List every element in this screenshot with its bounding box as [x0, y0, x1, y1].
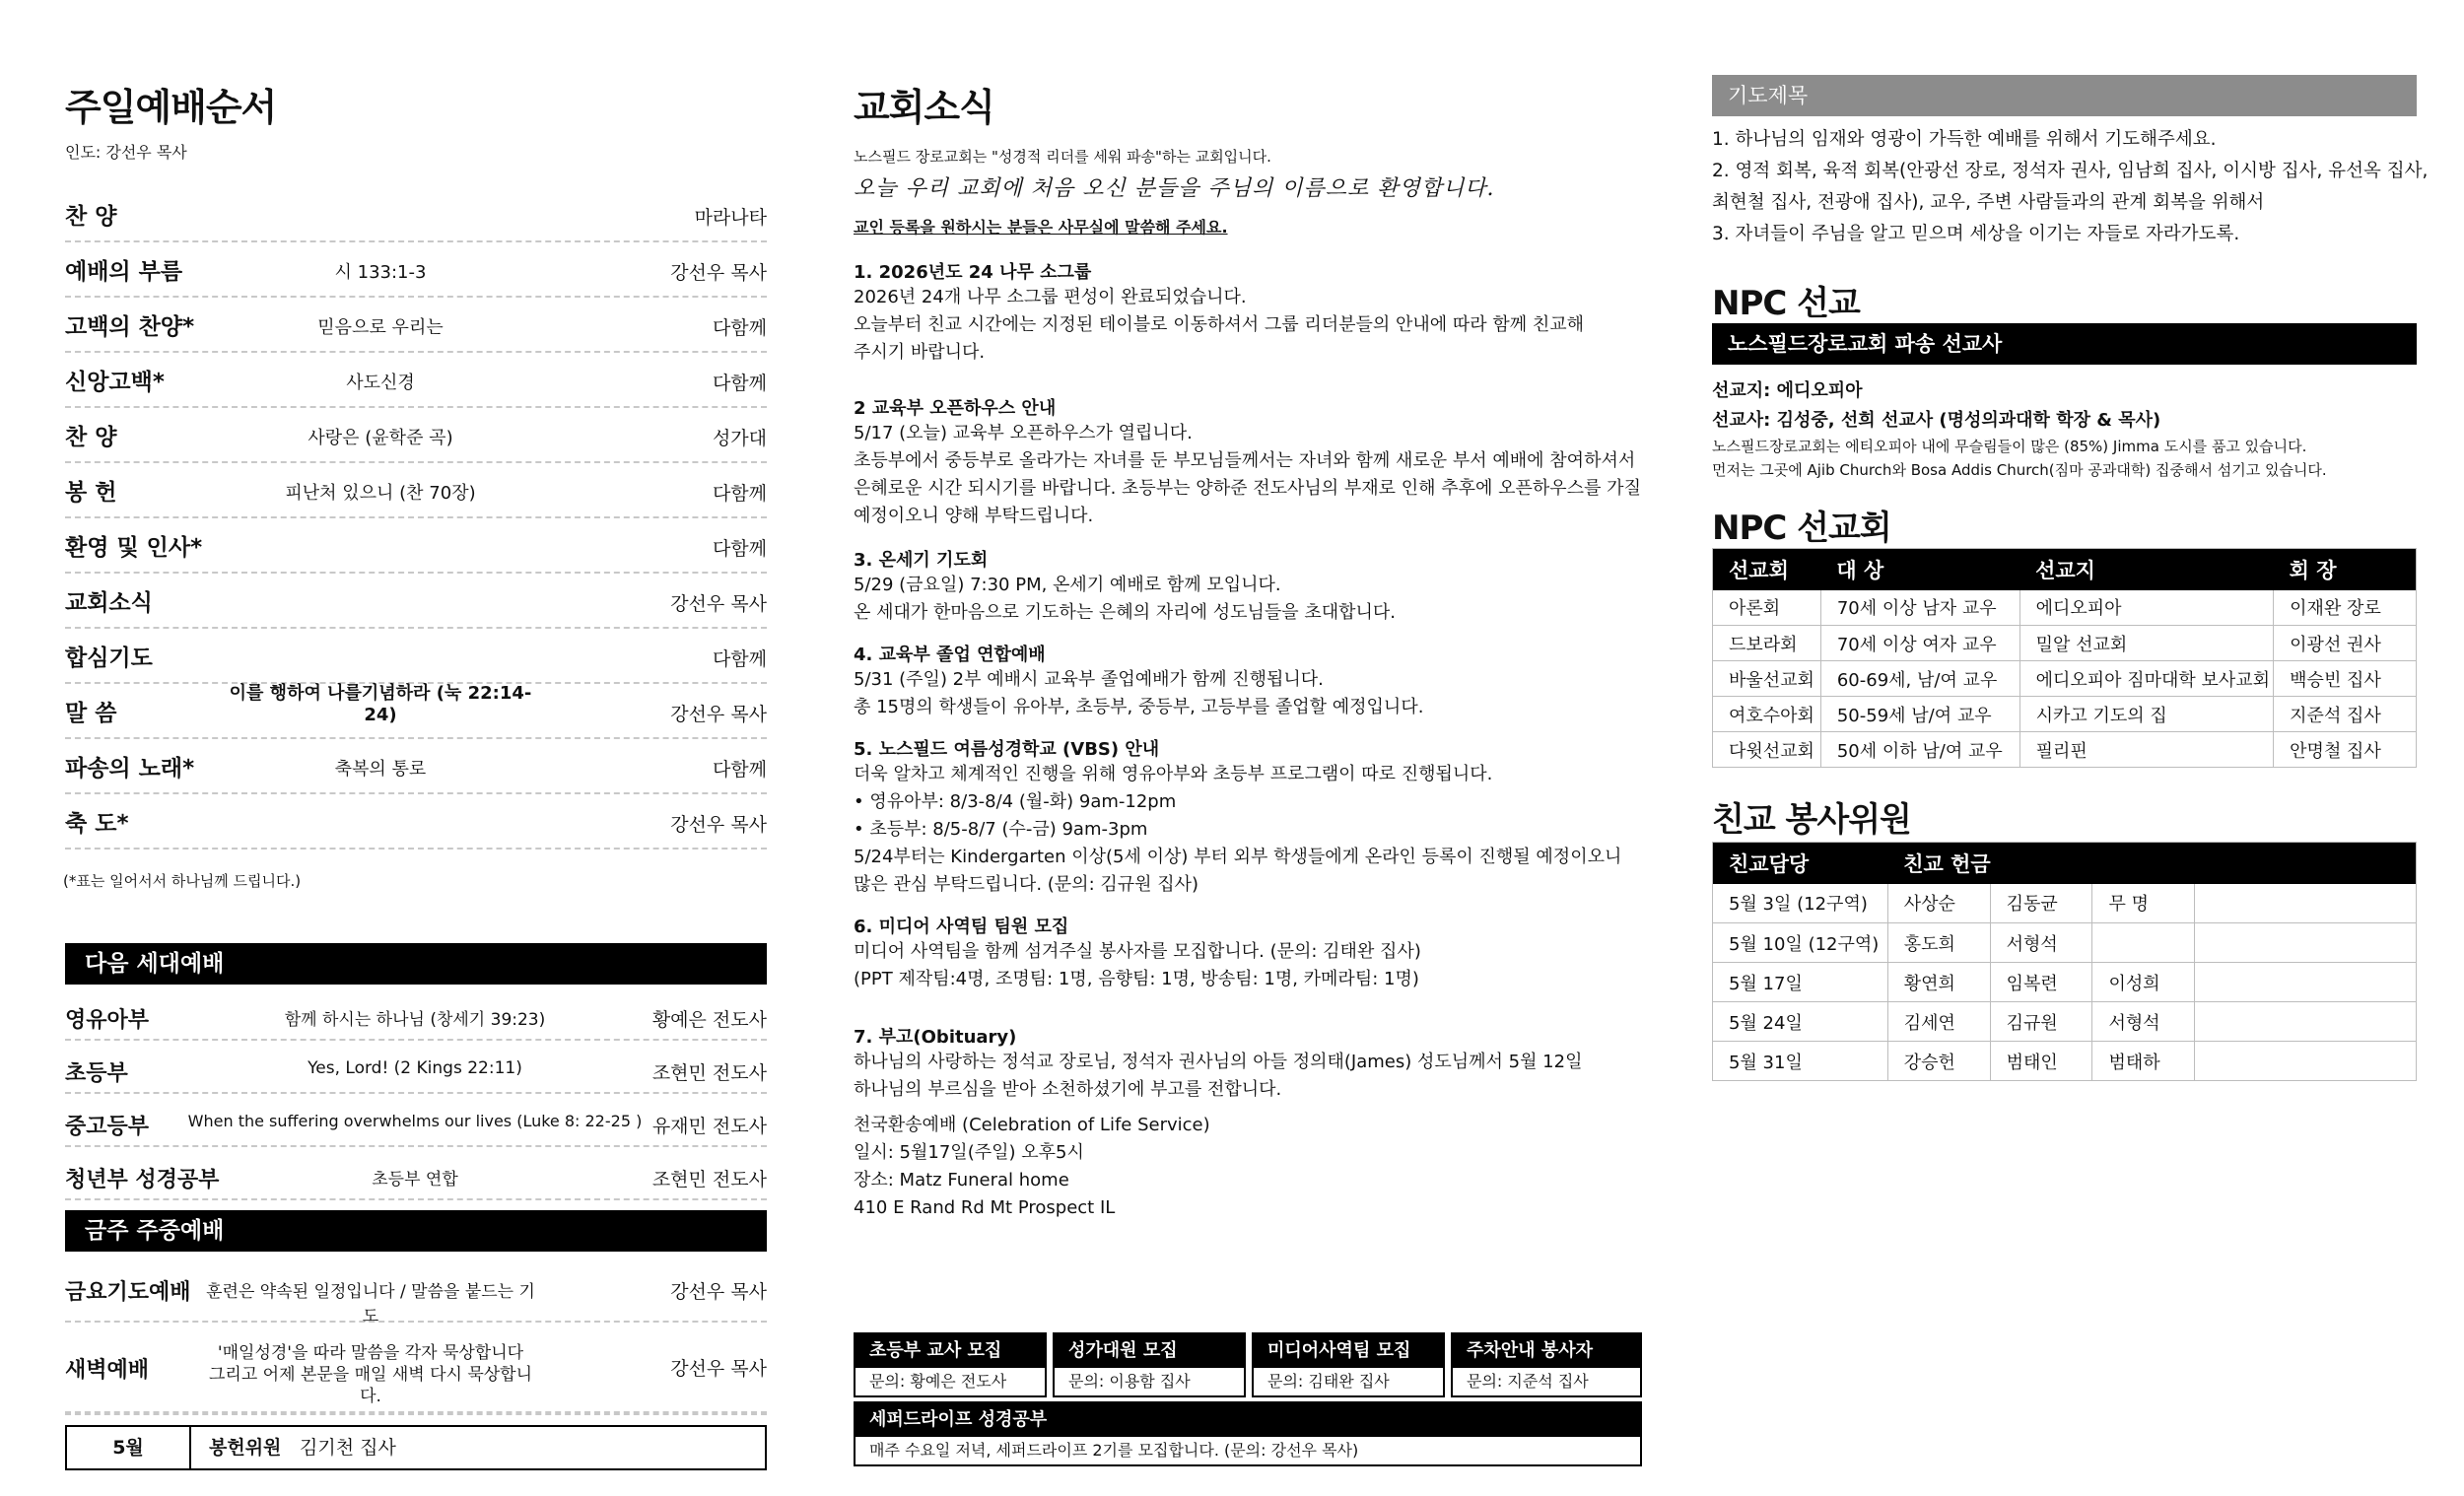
- order-item-leader: 강선우 목사: [670, 262, 767, 284]
- table-header: 친교담당: [1713, 843, 1888, 884]
- news-item-line: • 영유아부: 8/3-8/4 (월-화) 9am-12pm: [854, 791, 1177, 812]
- table-cell: [2195, 884, 2417, 923]
- news-item-line: 오늘부터 친교 시간에는 지정된 테이블로 이동하셔서 그룹 리더분들의 안내에 따라 함께 친교해: [854, 314, 1585, 335]
- table-cell: 바울선교회: [1713, 661, 1821, 697]
- table-cell: [2092, 923, 2195, 963]
- news-item-line: 더욱 알차고 체계적인 진행을 위해 영유아부와 초등부 프로그램이 따로 진행됩니다.: [854, 764, 1493, 784]
- next-gen-title: 함께 하시는 하나님 (창세기 39:23): [284, 1010, 546, 1030]
- table-cell: 서형석: [1990, 923, 2092, 963]
- next-gen-name: 중고등부: [65, 1115, 150, 1139]
- table-row: [1713, 1002, 2417, 1042]
- obituary-detail-line: 장소: Matz Funeral home: [854, 1170, 1069, 1190]
- npc-groups-header: [1713, 549, 2417, 590]
- order-item-name: 파송의 노래*: [65, 756, 195, 782]
- recruit-contact: 문의: 지준석 집사: [1467, 1372, 1589, 1391]
- table-cell: 김규원: [1990, 1002, 2092, 1042]
- table-cell: 드보라회: [1713, 626, 1821, 661]
- table-cell: 70세 이상 남자 교우: [1820, 590, 2019, 626]
- table-row: [1713, 626, 2417, 661]
- table-cell: 김세연: [1887, 1002, 1990, 1042]
- news-item-body: [854, 284, 1584, 367]
- table-cell: 50세 이하 남/여 교우: [1820, 732, 2019, 768]
- order-item-leader: 강선우 목사: [670, 814, 767, 836]
- missionary: 선교사: 김성중, 선희 선교사 (명성의과대학 학장 & 목사): [1712, 410, 2161, 431]
- table-cell: 여호수아회: [1713, 697, 1821, 732]
- news-item-title: 1. 2026년도 24 나무 소그룹: [854, 262, 1092, 283]
- news-item-title: 7. 부고(Obituary): [854, 1027, 1017, 1048]
- table-cell: 다윗선교회: [1713, 732, 1821, 768]
- next-gen-row: [65, 1041, 767, 1094]
- table-cell: 황연희: [1887, 963, 1990, 1002]
- table-cell: [2195, 923, 2417, 963]
- order-item-name: 환영 및 인사*: [65, 535, 203, 561]
- next-gen-row: [65, 1094, 767, 1147]
- table-cell: 김동균: [1990, 884, 2092, 923]
- table-cell: 안명철 집사: [2274, 732, 2417, 768]
- worship-order-title: 주일예배순서: [65, 86, 277, 129]
- next-gen-title: 다음 세대예배: [65, 943, 767, 985]
- order-item-name: 예배의 부름: [65, 259, 183, 285]
- table-cell: 지준석 집사: [2274, 697, 2417, 732]
- next-gen-title: Yes, Lord! (2 Kings 22:11): [308, 1058, 522, 1078]
- order-item-title: 시 133:1-3: [334, 262, 427, 283]
- order-item-name: 합심기도: [65, 646, 153, 671]
- table-cell: [2195, 1042, 2417, 1081]
- npc-mission-title: NPC 선교: [1712, 284, 1860, 323]
- order-item-leader: 강선우 목사: [670, 704, 767, 725]
- worship-order-row: [65, 242, 767, 298]
- news-item-line: 총 15명의 학생들이 유아부, 초등부, 중등부, 고등부를 졸업할 예정입니다.: [854, 697, 1424, 717]
- worship-order-row: [65, 187, 767, 242]
- news-item-title: 6. 미디어 사역팀 팀원 모집: [854, 917, 1069, 937]
- dawn-service-desc-line2: 그리고 어제 본문을 매일 새벽 다시 묵상합니다.: [208, 1365, 533, 1406]
- table-row: [1713, 923, 2417, 963]
- offering-name: 김기천 집사: [300, 1437, 396, 1459]
- order-item-title: 사랑은 (윤학준 곡): [308, 428, 453, 448]
- next-gen-name: 초등부: [65, 1061, 128, 1086]
- worship-order-row: [65, 518, 767, 574]
- next-gen-title: 초등부 연합: [372, 1170, 458, 1190]
- table-cell: 5월 17일: [1713, 963, 1888, 1002]
- obituary-detail-line: 천국환송예배 (Celebration of Life Service): [854, 1115, 1210, 1135]
- table-cell: 범태인: [1990, 1042, 2092, 1081]
- order-item-name: 축 도*: [65, 811, 129, 837]
- news-item-line: 5/31 (주일) 2부 예배시 교육부 졸업예배가 함께 진행됩니다.: [854, 669, 1324, 690]
- order-item-leader: 성가대: [712, 428, 767, 449]
- order-item-title: 피난처 있으니 (찬 70장): [285, 483, 476, 504]
- table-cell: 임복련: [1990, 963, 2092, 1002]
- friday-service-row: [65, 1254, 767, 1326]
- news-item-body: [854, 572, 1396, 627]
- prayer-title: 기도제목: [1712, 75, 2417, 116]
- table-cell: 홍도희: [1887, 923, 1990, 963]
- friday-service-leader: 강선우 목사: [670, 1281, 767, 1303]
- news-item-line: 5/17 (오늘) 교육부 오픈하우스가 열립니다.: [854, 423, 1193, 443]
- table-cell: 서형석: [2092, 1002, 2195, 1042]
- friday-service-name: 금요기도예배: [65, 1280, 191, 1305]
- prayer-item: 1. 하나님의 임재와 영광이 가득한 예배를 위해서 기도해주세요.: [1712, 129, 2217, 150]
- fellowship-table: [1712, 842, 2417, 1081]
- obituary-detail-line: 410 E Rand Rd Mt Prospect IL: [854, 1197, 1116, 1218]
- table-row: [1713, 884, 2417, 923]
- recruit-title: 초등부 교사 모집: [856, 1334, 1045, 1368]
- mission-desc-1: 노스필드장로교회는 에티오피아 내에 무슬림들이 많은 (85%) Jimma 도시를 품고 있습니다.: [1712, 438, 2307, 455]
- order-item-leader: 다함께: [712, 648, 767, 670]
- recruit-contact: 문의: 김태완 집사: [1267, 1372, 1390, 1391]
- obituary-detail: [854, 1112, 1210, 1222]
- next-gen-leader: 황예은 전도사: [651, 1009, 767, 1031]
- table-row: [1713, 661, 2417, 697]
- dawn-service-name: 새벽예배: [65, 1358, 150, 1383]
- table-cell: 사상순: [1887, 884, 1990, 923]
- npc-mission-bar: 노스필드장로교회 파송 선교사: [1712, 323, 2417, 365]
- order-item-name: 말 씀: [65, 701, 117, 726]
- prayer-item: 3. 자녀들이 주님을 알고 믿으며 세상을 이기는 자들로 자라가도록.: [1712, 224, 2240, 244]
- worship-order-row: [65, 298, 767, 353]
- news-item-body: [854, 1049, 1582, 1104]
- next-gen-row: [65, 1147, 767, 1200]
- dawn-service-desc-line1: '매일성경'을 따라 말씀을 각자 묵상합니다: [217, 1343, 524, 1363]
- dawn-service-leader: 강선우 목사: [670, 1358, 767, 1380]
- news-item-title: 5. 노스필드 여름성경학교 (VBS) 안내: [854, 739, 1160, 760]
- order-item-leader: 마라나타: [694, 207, 767, 229]
- news-item-line: 예정이오니 양해 부탁드립니다.: [854, 506, 1094, 526]
- table-cell: 5월 31일: [1713, 1042, 1888, 1081]
- order-item-name: 찬 양: [65, 425, 117, 450]
- recruit-title: 주차안내 봉사자: [1453, 1334, 1640, 1368]
- table-header: 대 상: [1820, 549, 2019, 590]
- npc-groups-table: [1712, 548, 2417, 768]
- table-cell: 5월 3일 (12구역): [1713, 884, 1888, 923]
- table-row: [1713, 1042, 2417, 1081]
- news-item-body: [854, 761, 1621, 899]
- table-cell: 무 명: [2092, 884, 2195, 923]
- order-item-title: 이를 행하여 나를기념하라 (눅 22:14-24): [229, 683, 532, 725]
- order-item-leader: 다함께: [712, 373, 767, 394]
- order-item-leader: 다함께: [712, 317, 767, 339]
- order-item-leader: 다함께: [712, 538, 767, 560]
- table-row: [1713, 732, 2417, 768]
- order-item-name: 찬 양: [65, 204, 117, 230]
- table-cell: 시카고 기도의 집: [2019, 697, 2274, 732]
- mission-desc-2: 먼저는 그곳에 Ajib Church와 Bosa Addis Church(짐마 공과대학) 집중해서 섬기고 있습니다.: [1712, 461, 2327, 479]
- table-header: 회 장: [2274, 549, 2417, 590]
- order-item-name: 고백의 찬양*: [65, 314, 195, 340]
- recruit-title: 성가대원 모집: [1055, 1334, 1244, 1368]
- npc-groups-title: NPC 선교회: [1712, 509, 1891, 548]
- order-item-name: 봉 헌: [65, 480, 117, 506]
- fellowship-title: 친교 봉사위원: [1712, 800, 1911, 840]
- order-item-name: 신앙고백*: [65, 370, 165, 395]
- order-item-leader: 강선우 목사: [670, 593, 767, 615]
- worship-order-row: [65, 408, 767, 463]
- news-item-line: 주시기 바랍니다.: [854, 342, 986, 363]
- offering-label: 봉헌위원: [209, 1437, 282, 1459]
- news-item-title: 4. 교육부 졸업 연합예배: [854, 645, 1046, 665]
- table-cell: 에디오피아 짐마대학 보사교회: [2019, 661, 2274, 697]
- table-header: 친교 헌금: [1887, 843, 2416, 884]
- news-item-body: [854, 938, 1421, 993]
- news-item-body: [854, 666, 1423, 721]
- table-cell: 이재완 장로: [2274, 590, 2417, 626]
- worship-order-row: [65, 739, 767, 794]
- table-cell: 필리핀: [2019, 732, 2274, 768]
- table-cell: 5월 24일: [1713, 1002, 1888, 1042]
- news-item-line: 많은 관심 부탁드립니다. (문의: 김규원 집사): [854, 874, 1199, 895]
- news-item-body: [854, 420, 1641, 530]
- table-cell: [2195, 1002, 2417, 1042]
- recruit-title: 미디어사역팀 모집: [1254, 1334, 1443, 1368]
- order-item-leader: 다함께: [712, 759, 767, 781]
- next-gen-leader: 조현민 전도사: [651, 1169, 767, 1190]
- obituary-detail-line: 일시: 5월17일(주일) 오후5시: [854, 1142, 1084, 1163]
- prayer-item: 2. 영적 회복, 육적 회복(안광선 장로, 정석자 권사, 임남희 집사, 이시방 집사, 유선옥 집사,: [1712, 161, 2429, 181]
- next-gen-leader: 조현민 전도사: [651, 1062, 767, 1084]
- table-cell: 백승빈 집사: [2274, 661, 2417, 697]
- news-item-line: 하나님의 사랑하는 정석교 장로님, 정석자 권사님의 아들 정의태(James) 성도님께서 5월 12일: [854, 1052, 1583, 1072]
- dawn-service-desc: [203, 1342, 538, 1407]
- news-item-line: 2026년 24개 나무 소그룹 편성이 완료되었습니다.: [854, 287, 1247, 307]
- register-note: 교인 등록을 원하시는 분들은 사무실에 말씀해 주세요.: [854, 218, 1228, 237]
- recruit-contact: 문의: 이용함 집사: [1068, 1372, 1191, 1391]
- next-gen-name: 영유아부: [65, 1008, 150, 1033]
- news-item-line: 하나님의 부르심을 받아 소천하셨기에 부고를 전합니다.: [854, 1079, 1282, 1100]
- news-item-line: • 초등부: 8/5-8/7 (수-금) 9am-3pm: [854, 819, 1148, 840]
- recruit-box: [1451, 1332, 1642, 1397]
- worship-order-row: [65, 574, 767, 629]
- order-item-title: 사도신경: [346, 373, 415, 393]
- table-cell: 이성희: [2092, 963, 2195, 1002]
- order-item-leader: 다함께: [712, 483, 767, 505]
- recruit-box: [1252, 1332, 1445, 1397]
- prayer-list: [1712, 124, 2428, 250]
- next-gen-name: 청년부 성경공부: [65, 1168, 220, 1192]
- shepherd-box: [854, 1401, 1642, 1466]
- friday-service-title: 훈련은 약속된 일정입니다 / 말씀을 붙드는 기도: [206, 1282, 535, 1326]
- news-item-title: 2 교육부 오픈하우스 안내: [854, 398, 1057, 419]
- worship-order-row: [65, 794, 767, 850]
- recruit-box: [1053, 1332, 1246, 1397]
- news-item-line: 5/29 (금요일) 7:30 PM, 온세기 예배로 함께 모입니다.: [854, 575, 1281, 595]
- news-title: 교회소식: [854, 86, 994, 129]
- order-item-title: 믿음으로 우리는: [317, 317, 444, 338]
- worship-order-row: [65, 684, 767, 739]
- news-item-line: 온 세대가 한마음으로 기도하는 은혜의 자리에 성도님들을 초대합니다.: [854, 602, 1397, 623]
- weekday-title: 금주 주중예배: [65, 1210, 767, 1252]
- table-cell: [2195, 963, 2417, 1002]
- news-intro: 노스필드 장로교회는 "성경적 리더를 세워 파송"하는 교회입니다.: [854, 148, 1271, 166]
- worship-order-row: [65, 629, 767, 684]
- shepherd-text: 매주 수요일 저녁, 세퍼드라이프 2기를 모집합니다. (문의: 강선우 목사): [869, 1441, 1359, 1460]
- news-item-line: 5/24부터는 Kindergarten 이상(5세 이상) 부터 외부 학생들에게 온라인 등록이 진행될 예정이오니: [854, 847, 1622, 867]
- next-gen-leader: 유재민 전도사: [651, 1116, 767, 1137]
- recruit-box: [854, 1332, 1047, 1397]
- offering-month: 5월: [67, 1427, 191, 1468]
- table-header: 선교회: [1713, 549, 1821, 590]
- table-row: [1713, 963, 2417, 1002]
- table-cell: 범태하: [2092, 1042, 2195, 1081]
- news-item-line: (PPT 제작팀:4명, 조명팀: 1명, 음향팀: 1명, 방송팀: 1명, 카메라팀: 1명): [854, 969, 1419, 989]
- fellowship-header: [1713, 843, 2417, 884]
- dawn-service-row: [65, 1323, 767, 1413]
- table-row: [1713, 697, 2417, 732]
- worship-order-row: [65, 353, 767, 408]
- table-cell: 아론회: [1713, 590, 1821, 626]
- prayer-item: 최현철 집사, 전광애 집사), 교우, 주변 사람들과의 관계 회복을 위해서: [1712, 192, 2265, 213]
- table-cell: 밀알 선교회: [2019, 626, 2274, 661]
- worship-order-row: [65, 463, 767, 518]
- table-header: 선교지: [2019, 549, 2274, 590]
- table-cell: 이광선 권사: [2274, 626, 2417, 661]
- worship-leader: 인도: 강선우 목사: [65, 143, 187, 162]
- table-cell: 60-69세, 남/여 교우: [1820, 661, 2019, 697]
- news-item-title: 3. 온세기 기도회: [854, 550, 989, 571]
- table-cell: 에디오피아: [2019, 590, 2274, 626]
- offering-committee: [65, 1425, 767, 1470]
- recruit-contact: 문의: 황예은 전도사: [869, 1372, 1007, 1391]
- order-item-title: 축복의 통로: [334, 759, 427, 780]
- table-cell: 70세 이상 여자 교우: [1820, 626, 2019, 661]
- news-item-line: 은혜로운 시간 되시기를 바랍니다. 초등부는 양하준 전도사님의 부재로 인해 추후에 오픈하우스를 가질: [854, 478, 1641, 499]
- table-cell: 강승헌: [1887, 1042, 1990, 1081]
- table-cell: 50-59세 남/여 교우: [1820, 697, 2019, 732]
- order-item-name: 교회소식: [65, 590, 153, 616]
- table-row: [1713, 590, 2417, 626]
- next-gen-row: [65, 987, 767, 1041]
- welcome-message: 오늘 우리 교회에 처음 오신 분들을 주님의 이름으로 환영합니다.: [854, 176, 1495, 201]
- next-gen-title: When the suffering overwhelms our lives (Luke 8: 22-25 ): [187, 1112, 643, 1130]
- worship-note: (*표는 일어서서 하나님께 드립니다.): [63, 872, 302, 890]
- news-item-line: 미디어 사역팀을 함께 섬겨주실 봉사자를 모집합니다. (문의: 김태완 집사): [854, 941, 1421, 962]
- table-cell: 5월 10일 (12구역): [1713, 923, 1888, 963]
- shepherd-title: 세퍼드라이프 성경공부: [856, 1403, 1640, 1437]
- mission-country: 선교지: 에디오피아: [1712, 380, 1863, 401]
- news-item-line: 초등부에서 중등부로 올라가는 자녀를 둔 부모님들께서는 자녀와 함께 새로운 부서 예배에 참여하셔서: [854, 450, 1636, 471]
